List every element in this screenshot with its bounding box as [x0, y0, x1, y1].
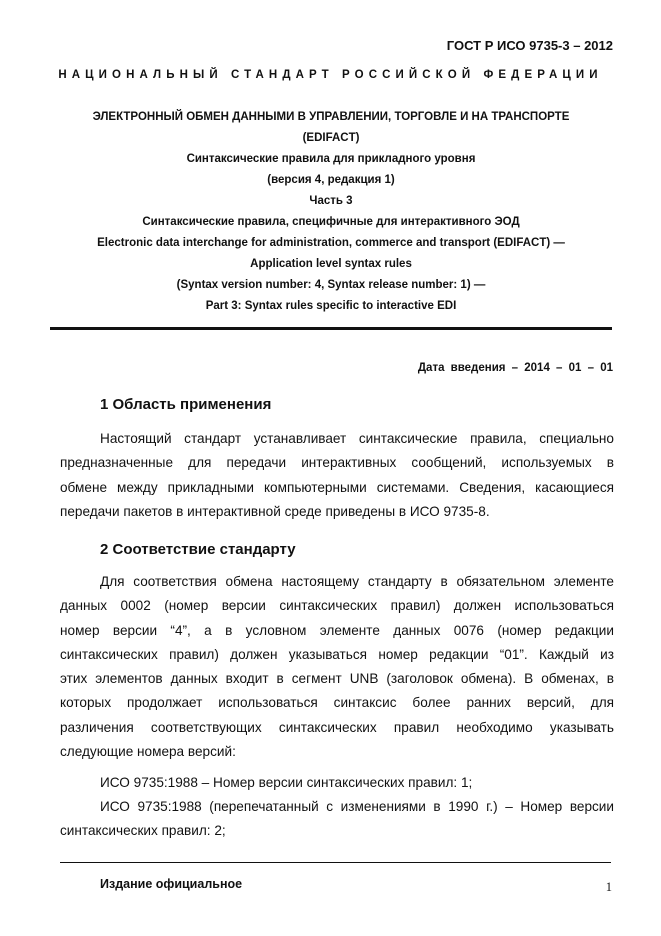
section-2-heading: 2 Соответствие стандарту — [100, 541, 296, 558]
title-line: Синтаксические правила, специфичные для интерактивного ЭОД — [142, 216, 520, 228]
title-line: Синтаксические правила для прикладного уровня — [186, 153, 476, 165]
paragraph-line: следующие номера версий: — [60, 744, 236, 760]
title-line: Application level syntax rules — [250, 258, 412, 270]
paragraph-line: ИСО 9735:1988 – Номер версии синтаксических правил: 1; — [100, 775, 473, 790]
paragraph-line: ИСО 9735:1988 (перепечатанный с изменениями в 1990 г.) – Номер версии — [100, 799, 614, 814]
national-standard-banner: НАЦИОНАЛЬНЫЙ СТАНДАРТ РОССИЙСКОЙ ФЕДЕРАЦИИ — [58, 69, 603, 81]
title-line: (EDIFACT) — [302, 132, 360, 144]
paragraph-line: номер версии “4”, а в условном элементе данных 0076 (номер редакции — [60, 622, 614, 638]
document-code: ГОСТ Р ИСО 9735-3 – 2012 — [446, 38, 613, 53]
title-line: (версия 4, редакция 1) — [267, 174, 395, 186]
title-line: ЭЛЕКТРОННЫЙ ОБМЕН ДАННЫМИ В УПРАВЛЕНИИ, ТОРГОВЛЕ И НА ТРАНСПОРТЕ — [92, 111, 570, 123]
version-list-item — [60, 795, 614, 844]
title-line: (Syntax version number: 4, Syntax release number: 1) — — [176, 279, 486, 291]
edition-label: Издание официальное — [100, 877, 243, 891]
introduction-date: Дата введения – 2014 – 01 – 01 — [417, 362, 613, 374]
paragraph-line: Для соответствия обмена настоящему стандарту в обязательном элементе — [100, 574, 614, 589]
title-line: Part 3: Syntax rules specific to interactive EDI — [205, 300, 457, 312]
paragraph-line: синтаксических правил: 2; — [60, 823, 226, 839]
paragraph-line: Настоящий стандарт устанавливает синтаксические правила, специально — [100, 431, 614, 446]
paragraph-line: которых продолжает использоваться синтаксис более ранних версий, для — [60, 695, 614, 711]
page-number: 1 — [605, 880, 612, 894]
paragraph-line: этих элементов данных входит в сегмент UNB (заголовок обмена). В обменах, в — [60, 671, 614, 687]
paragraph-line: данных 0002 (номер версии синтаксических правил) должен использоваться — [60, 598, 614, 614]
footer-divider — [60, 862, 611, 863]
section-1-paragraph — [60, 427, 614, 524]
title-line: Electronic data interchange for administration, commerce and transport (EDIFACT) — — [97, 237, 565, 249]
title-divider — [50, 327, 612, 330]
title-block — [50, 107, 612, 317]
paragraph-line: предназначенные для передачи интерактивных сообщений, используемых в — [60, 455, 614, 471]
paragraph-line: синтаксических правил) должен указываться номер редакции “01”. Каждый из — [60, 646, 614, 662]
paragraph-line: обмене между прикладными компьютерными системами. Сведения, касающиеся — [60, 479, 614, 495]
section-2-paragraph — [60, 570, 614, 764]
paragraph-line: различения соответствующих синтаксических правил необходимо указывать — [60, 719, 614, 735]
section-1-heading: 1 Область применения — [100, 396, 272, 413]
paragraph-line: передачи пакетов в интерактивной среде приведены в ИСО 9735-8. — [60, 503, 490, 519]
version-list-item — [60, 771, 614, 795]
title-line: Часть 3 — [309, 195, 353, 207]
